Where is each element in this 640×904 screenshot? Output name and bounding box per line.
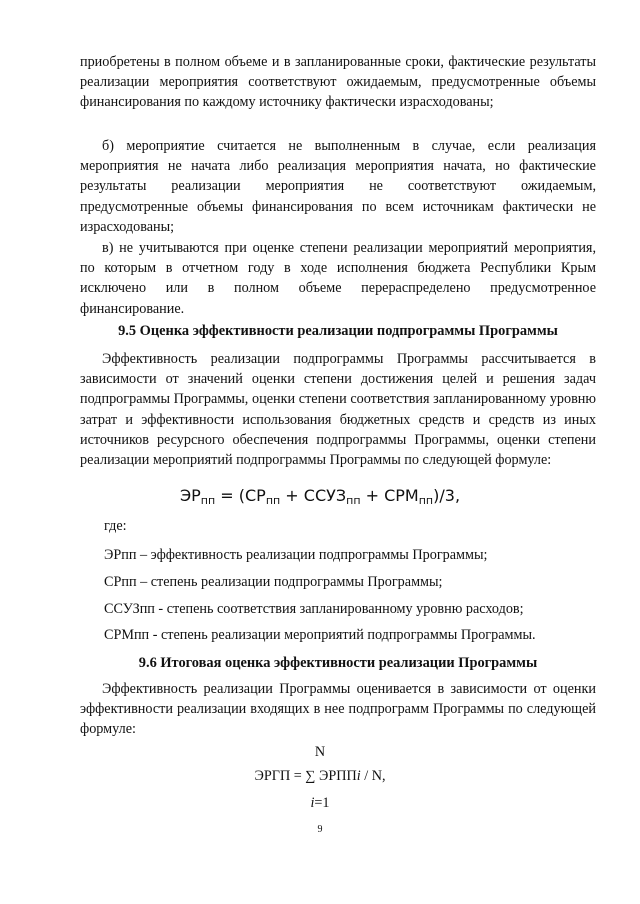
formula-lhs: ЭР <box>179 486 201 505</box>
formula-main-right: / N, <box>360 768 386 784</box>
definition-srpp: СРпп – степень реализации подпрограммы Программы; <box>104 574 443 590</box>
formula-program-efficiency <box>0 767 640 785</box>
definition-ssuzpp: ССУЗпп - степень соответствия запланированному уровню расходов; <box>104 601 524 617</box>
formula-subscript: пп <box>346 494 361 507</box>
paragraph-b: б) мероприятие считается не выполненным в случае, если реализация мероприятия не начата либо реализация мероприятия начата, но фактические результаты реализации мероприятия не соответствуют ожидаемым, предусмотренные объемы финансирования по всем источникам фактически не израсходованы; <box>80 138 596 235</box>
section-heading-9-5: 9.5 Оценка эффективности реализации подпрограммы Программы <box>118 323 558 339</box>
formula-subscript: пп <box>265 494 281 507</box>
formula-index: i <box>310 795 315 811</box>
paragraph-9-6-body: Эффективность реализации Программы оценивается в зависимости от оценки эффективности реализации входящих в нее подпрограмм Программы по следующей формуле: <box>80 681 596 738</box>
formula-part: + ССУЗ <box>280 486 347 505</box>
formula-lower-rest: =1 <box>314 795 330 811</box>
formula-part: + СРМ <box>360 486 419 505</box>
formula-subscript: пп <box>200 494 216 507</box>
paragraph-continuation: приобретены в полном объеме и в запланированные сроки, фактические результаты реализации мероприятия соответствуют ожидаемым, предусмотренные объемы финансирования по каждому источнику фактически израсходованы; <box>80 54 596 111</box>
paragraph-v: в) не учитываются при оценке степени реализации мероприятий мероприятия, по которым в отчетном году в ходе исполнения бюджета Республики Крым исключено или в полном объеме перераспределено предусмотренное финансирование. <box>80 240 596 317</box>
definition-srmpp: СРМпп - степень реализации мероприятий подпрограммы Программы. <box>104 627 536 643</box>
formula-subprogram-efficiency <box>0 485 640 512</box>
paragraph-9-5-body: Эффективность реализации подпрограммы Программы рассчитывается в зависимости от значений оценки степени достижения целей и решения задач подпрограммы Программы, оценки степени соответствия запланированному уровню затрат и эффективности использования бюджетных средств и средств из иных источников ресурсного обеспечения подпрограммы Программы, оценки степени реализации мероприятий подпрограммы Программы по следующей формуле: <box>80 351 596 469</box>
formula-index: i <box>356 768 361 784</box>
formula-sum-lower-limit <box>0 794 640 812</box>
formula-sum-upper-limit: N <box>314 744 326 760</box>
formula-main-left: ЭРГП = ∑ ЭРПП <box>254 768 357 784</box>
formula-tail: )/3, <box>433 486 461 505</box>
where-label: где: <box>104 518 127 534</box>
definition-erpp: ЭРпп – эффективность реализации подпрограммы Программы; <box>104 547 488 563</box>
page-number: 9 <box>317 824 323 835</box>
formula-subscript: пп <box>418 494 434 507</box>
formula-part: = (СР <box>215 486 266 505</box>
section-heading-9-6: 9.6 Итоговая оценка эффективности реализации Программы <box>138 655 538 671</box>
